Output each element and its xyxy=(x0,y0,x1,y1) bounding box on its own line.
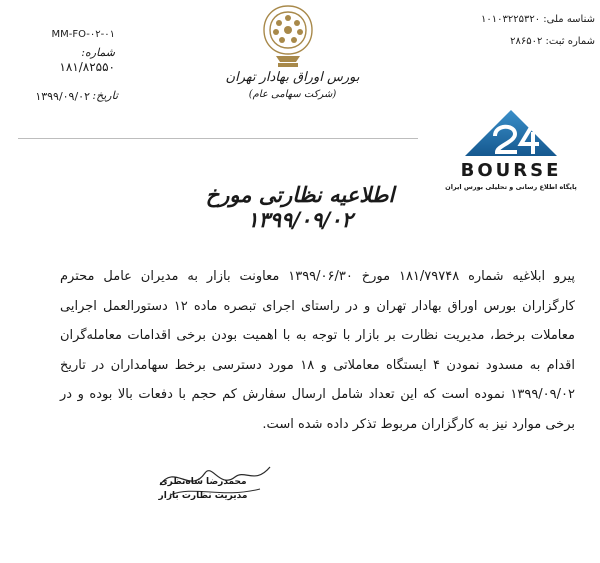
notice-body: پیرو ابلاغیه شماره ۱۸۱/۷۹۷۴۸ مورخ ۱۳۹۹/۰۶/۳۰ معاونت بازار به مدیران عامل محترم کارگزاران بورس اوراق بهادار تهران و در راستای اجرای تبصره ماده ۱۲ دستورالعمل اجرایی معاملات برخط، مدیریت نظارت بر بازار با توجه به با اهمیت بودن برخی اقدامات معامله‌گران اقدام به مسدود نمودن ۴ ایستگاه معاملاتی و ۱۸ مورد دسترسی برخط سهامداران در تاریخ ۱۳۹۹/۰۹/۰۲ نموده است که این تعداد شامل ارسال سفارش کم حجم با دفعات بالا بوده و در برخی موارد نیز به کارگزاران مربوط تذکر داده شده است. xyxy=(60,269,575,432)
exchange-name: بورس اوراق بهادار تهران xyxy=(225,70,360,85)
header-divider xyxy=(18,138,418,139)
registration-number xyxy=(480,36,595,47)
exchange-seal-icon xyxy=(258,4,318,70)
number-label: شماره: xyxy=(81,46,115,59)
bourse-24-emblem-icon xyxy=(425,88,597,196)
signatory-name: محمدرضا شاه‌نظری xyxy=(159,477,247,487)
bourse-logo xyxy=(425,88,597,196)
national-id xyxy=(480,14,595,25)
national-id-label: شناسه ملی: xyxy=(543,14,595,25)
date-label: تاریخ: xyxy=(92,89,118,102)
signatory-title: مدیریت نظارت بازار xyxy=(158,491,248,501)
date-value: ۱۳۹۹/۰۹/۰۲ xyxy=(35,90,90,103)
logo-wordmark: BOURSE xyxy=(460,160,562,181)
number-value: ۱۸۱/۸۲۵۵۰ xyxy=(59,60,115,74)
exchange-subtitle: (شرکت سهامی عام) xyxy=(248,89,337,100)
form-code: MM-FO-۰۲-۰۱ xyxy=(51,29,115,40)
letter-number xyxy=(20,46,115,59)
registration-value: ۲۸۶۵۰۲ xyxy=(510,36,543,47)
registration-label: شماره ثبت: xyxy=(545,36,595,47)
notice-title: اطلاعیه نظارتی مورخ ۱۳۹۹/۰۹/۰۲ xyxy=(205,182,395,232)
logo-caption: پایگاه اطلاع رسانی و تحلیلی بورس ایران xyxy=(445,183,577,191)
national-id-value: ۱۰۱۰۳۲۲۵۳۲۰ xyxy=(480,14,541,25)
